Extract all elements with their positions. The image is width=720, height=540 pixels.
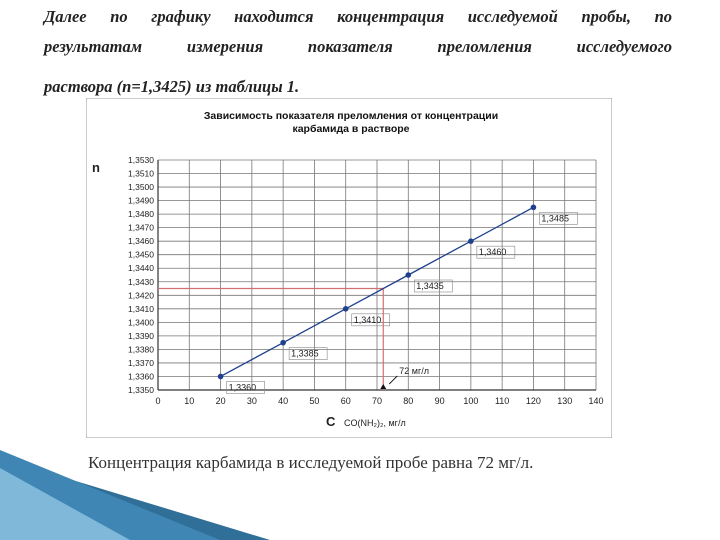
- y-tick-label: 1,3400: [128, 317, 154, 328]
- x-tick-label: 100: [463, 396, 479, 406]
- data-point: [531, 205, 537, 211]
- y-tick-label: 1,3450: [128, 249, 154, 260]
- x-tick-label: 0: [155, 396, 161, 406]
- x-axis-symbol: C: [326, 414, 336, 429]
- x-tick-label: 140: [588, 396, 604, 406]
- sample-label: 72 мг/л: [399, 366, 429, 376]
- x-tick-label: 90: [434, 396, 445, 406]
- data-point-label: 1,3360: [228, 382, 257, 393]
- intro-line-3: раствора (n=1,3425) из таблицы 1.: [44, 77, 300, 96]
- y-tick-label: 1,3420: [128, 290, 154, 301]
- y-tick-label: 1,3510: [128, 168, 154, 179]
- x-tick-label: 50: [309, 396, 320, 406]
- intro-line-2: результатам измерения показателя преломления исследуемого: [44, 37, 672, 56]
- y-tick-label: 1,3350: [128, 385, 154, 395]
- intro-text: [44, 2, 672, 102]
- data-point: [280, 340, 286, 346]
- x-tick-label: 110: [494, 396, 510, 406]
- data-point: [218, 374, 224, 380]
- y-tick-label: 1,3480: [128, 209, 154, 220]
- x-tick-label: 30: [246, 396, 257, 406]
- x-tick-label: 60: [340, 396, 351, 406]
- y-tick-label: 1,3390: [128, 330, 154, 341]
- conclusion-text: Концентрация карбамида в исследуемой пробе равна 72 мг/л.: [88, 453, 534, 472]
- y-tick-label: 1,3360: [128, 371, 154, 382]
- x-tick-label: 20: [215, 396, 226, 406]
- data-point-label: 1,3460: [478, 247, 507, 258]
- data-point-label: 1,3410: [353, 314, 382, 325]
- y-tick-label: 1,3410: [128, 303, 154, 314]
- y-tick-label: 1,3530: [128, 155, 154, 165]
- intro-line-1: Далее по графику находится концентрация исследуемой пробы, по: [44, 7, 672, 26]
- x-tick-label: 120: [525, 396, 541, 406]
- x-tick-label: 80: [403, 396, 414, 406]
- y-tick-label: 1,3440: [128, 263, 154, 274]
- corner-decoration: [0, 440, 270, 540]
- chart-title-line-2: карбамида в растворе: [292, 123, 410, 135]
- data-point: [468, 238, 474, 244]
- y-tick-label: 1,3370: [128, 357, 154, 368]
- y-axis-label: n: [92, 160, 100, 175]
- y-tick-label: 1,3490: [128, 195, 154, 206]
- data-point-label: 1,3435: [416, 281, 444, 291]
- chart-svg: [86, 98, 612, 438]
- sample-leader: [389, 376, 397, 384]
- refraction-chart: [86, 98, 612, 438]
- data-point: [405, 272, 411, 278]
- x-tick-label: 70: [371, 396, 383, 406]
- y-tick-label: 1,3470: [128, 222, 154, 233]
- x-tick-label: 40: [278, 396, 289, 406]
- x-tick-label: 130: [557, 396, 573, 406]
- data-point-label: 1,3485: [541, 213, 569, 224]
- y-tick-label: 1,3380: [128, 344, 154, 355]
- sample-marker: [380, 384, 386, 389]
- x-axis-unit: CO(NH₂)₂, мг/л: [344, 418, 406, 428]
- data-point-label: 1,3385: [291, 348, 319, 359]
- y-tick-label: 1,3500: [128, 182, 154, 193]
- x-tick-label: 10: [184, 396, 195, 406]
- data-point: [343, 306, 349, 312]
- y-tick-label: 1,3430: [128, 276, 154, 287]
- chart-title-line-1: Зависимость показателя преломления от концентрации: [203, 110, 499, 122]
- y-tick-label: 1,3460: [128, 236, 154, 247]
